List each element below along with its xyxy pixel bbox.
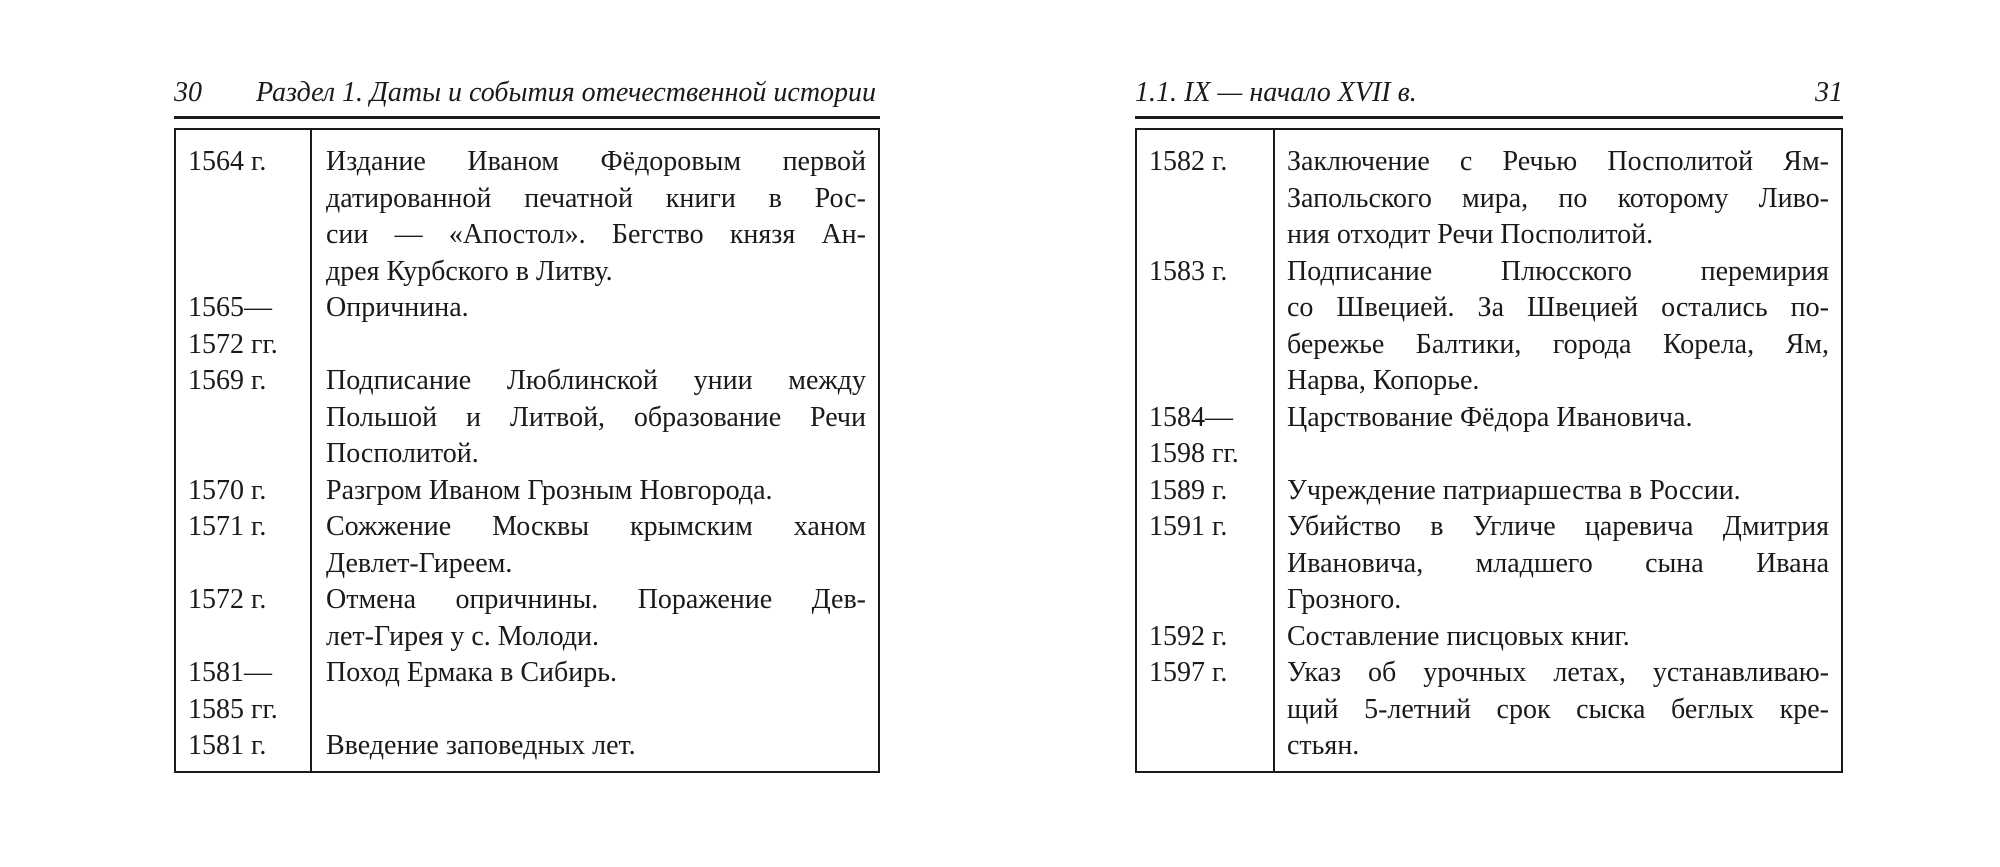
table-row xyxy=(176,290,878,363)
event-line: ния отходит Речи Посполитой. xyxy=(1287,219,1654,250)
event-cell xyxy=(312,144,878,290)
date-cell xyxy=(176,290,312,363)
event-line: щий 5-летний срок сыска беглых кре- xyxy=(1287,693,1829,725)
event-line: сии — «Апостол». Бегство князя Ан- xyxy=(326,219,866,250)
date-line: 1584— xyxy=(1149,401,1233,433)
table-row xyxy=(1137,254,1841,400)
event-cell xyxy=(312,473,878,510)
date-line: 1582 г. xyxy=(1149,146,1228,177)
table-row xyxy=(176,509,878,582)
event-line: Отмена опричнины. Поражение Дев- xyxy=(326,584,866,615)
event-line: Грозного. xyxy=(1287,584,1402,615)
table-row xyxy=(1137,473,1841,510)
date-cell xyxy=(176,473,312,510)
table-row xyxy=(1137,619,1841,656)
event-line: Введение заповедных лет. xyxy=(326,730,636,761)
date-line: 1591 г. xyxy=(1149,511,1228,542)
event-line: лет-Гирея у с. Молоди. xyxy=(326,620,600,652)
event-line: Нарва, Копорье. xyxy=(1287,365,1480,396)
event-line: Ивановича, младшего сына Ивана xyxy=(1287,547,1829,579)
event-line: Сожжение Москвы крымским ханом xyxy=(326,511,866,542)
running-head xyxy=(1135,73,1843,113)
date-line: 1592 г. xyxy=(1149,620,1228,652)
event-cell xyxy=(312,655,878,728)
event-line: Запольского мира, по которому Ливо- xyxy=(1287,182,1829,214)
date-cell xyxy=(1137,473,1273,510)
date-line: 1572 г. xyxy=(188,584,267,615)
date-line: 1597 г. xyxy=(1149,657,1228,688)
table-row xyxy=(1137,144,1841,254)
date-line: 1581— xyxy=(188,657,272,688)
date-cell xyxy=(176,582,312,655)
date-cell xyxy=(1137,619,1273,656)
event-cell xyxy=(1273,254,1841,400)
event-cell xyxy=(1273,400,1841,473)
date-line: 1583 г. xyxy=(1149,255,1228,287)
header-rule xyxy=(1135,116,1843,119)
event-line: Царствование Фёдора Ивановича. xyxy=(1287,401,1693,433)
running-head-title: Раздел 1. Даты и события отечественной истории xyxy=(256,77,877,108)
date-cell xyxy=(176,728,312,765)
event-cell xyxy=(1273,473,1841,510)
event-line: Указ об урочных летах, устанавливаю- xyxy=(1287,657,1829,688)
event-line: Поход Ермака в Сибирь. xyxy=(326,657,618,688)
page-number: 30 xyxy=(174,77,202,108)
event-cell xyxy=(312,582,878,655)
event-line: Издание Иваном Фёдоровым первой xyxy=(326,146,866,177)
date-line: 1581 г. xyxy=(188,730,267,761)
chronology-rows xyxy=(176,130,878,771)
running-head-title: 1.1. IX — начало XVII в. xyxy=(1135,77,1417,108)
date-line: 1589 г. xyxy=(1149,474,1228,506)
date-cell xyxy=(176,655,312,728)
date-line: 1572 гг. xyxy=(188,328,278,360)
event-cell xyxy=(312,509,878,582)
date-cell xyxy=(1137,509,1273,619)
running-head xyxy=(174,73,880,113)
table-row xyxy=(176,582,878,655)
date-line: 1570 г. xyxy=(188,474,267,506)
header-rule xyxy=(174,116,880,119)
event-cell xyxy=(1273,509,1841,619)
event-line: Подписание Плюсского перемирия xyxy=(1287,255,1829,287)
date-line: 1564 г. xyxy=(188,146,267,177)
table-row xyxy=(1137,509,1841,619)
table-row xyxy=(176,144,878,290)
event-line: Девлет-Гиреем. xyxy=(326,547,513,579)
date-cell xyxy=(1137,400,1273,473)
date-cell xyxy=(176,144,312,290)
event-line: Польшой и Литвой, образование Речи xyxy=(326,401,866,433)
event-line: Учреждение патриаршества в России. xyxy=(1287,474,1741,506)
chronology-table xyxy=(174,128,880,773)
event-line: Заключение с Речью Посполитой Ям- xyxy=(1287,146,1829,177)
event-line: Подписание Люблинской унии между xyxy=(326,365,866,396)
table-row xyxy=(176,473,878,510)
table-row xyxy=(176,728,878,765)
left-page xyxy=(174,0,880,867)
event-cell xyxy=(312,728,878,765)
event-line: Составление писцовых книг. xyxy=(1287,620,1630,652)
event-line: бережье Балтики, города Корела, Ям, xyxy=(1287,328,1829,360)
event-line: со Швецией. За Швецией остались по- xyxy=(1287,292,1829,323)
right-page xyxy=(1135,0,1843,867)
event-cell xyxy=(1273,144,1841,254)
date-cell xyxy=(1137,655,1273,765)
date-cell xyxy=(1137,144,1273,254)
event-line: Убийство в Угличе царевича Дмитрия xyxy=(1287,511,1829,542)
page-number: 31 xyxy=(1815,77,1843,108)
table-row xyxy=(1137,655,1841,765)
chronology-rows xyxy=(1137,130,1841,771)
date-line: 1569 г. xyxy=(188,365,267,396)
event-cell xyxy=(312,290,878,363)
event-line: Посполитой. xyxy=(326,438,479,469)
event-line: Разгром Иваном Грозным Новгорода. xyxy=(326,474,773,506)
event-line: дрея Курбского в Литву. xyxy=(326,255,613,287)
date-cell xyxy=(176,509,312,582)
date-line: 1565— xyxy=(188,292,272,323)
date-cell xyxy=(176,363,312,473)
event-cell xyxy=(1273,619,1841,656)
table-row xyxy=(176,655,878,728)
event-cell xyxy=(312,363,878,473)
event-line: Опричнина. xyxy=(326,292,469,323)
date-line: 1571 г. xyxy=(188,511,267,542)
date-cell xyxy=(1137,254,1273,400)
event-cell xyxy=(1273,655,1841,765)
event-line: датированной печатной книги в Рос- xyxy=(326,182,866,214)
date-line: 1598 гг. xyxy=(1149,438,1239,469)
event-line: стьян. xyxy=(1287,730,1360,761)
table-row xyxy=(1137,400,1841,473)
chronology-table xyxy=(1135,128,1843,773)
table-row xyxy=(176,363,878,473)
date-line: 1585 гг. xyxy=(188,693,278,725)
